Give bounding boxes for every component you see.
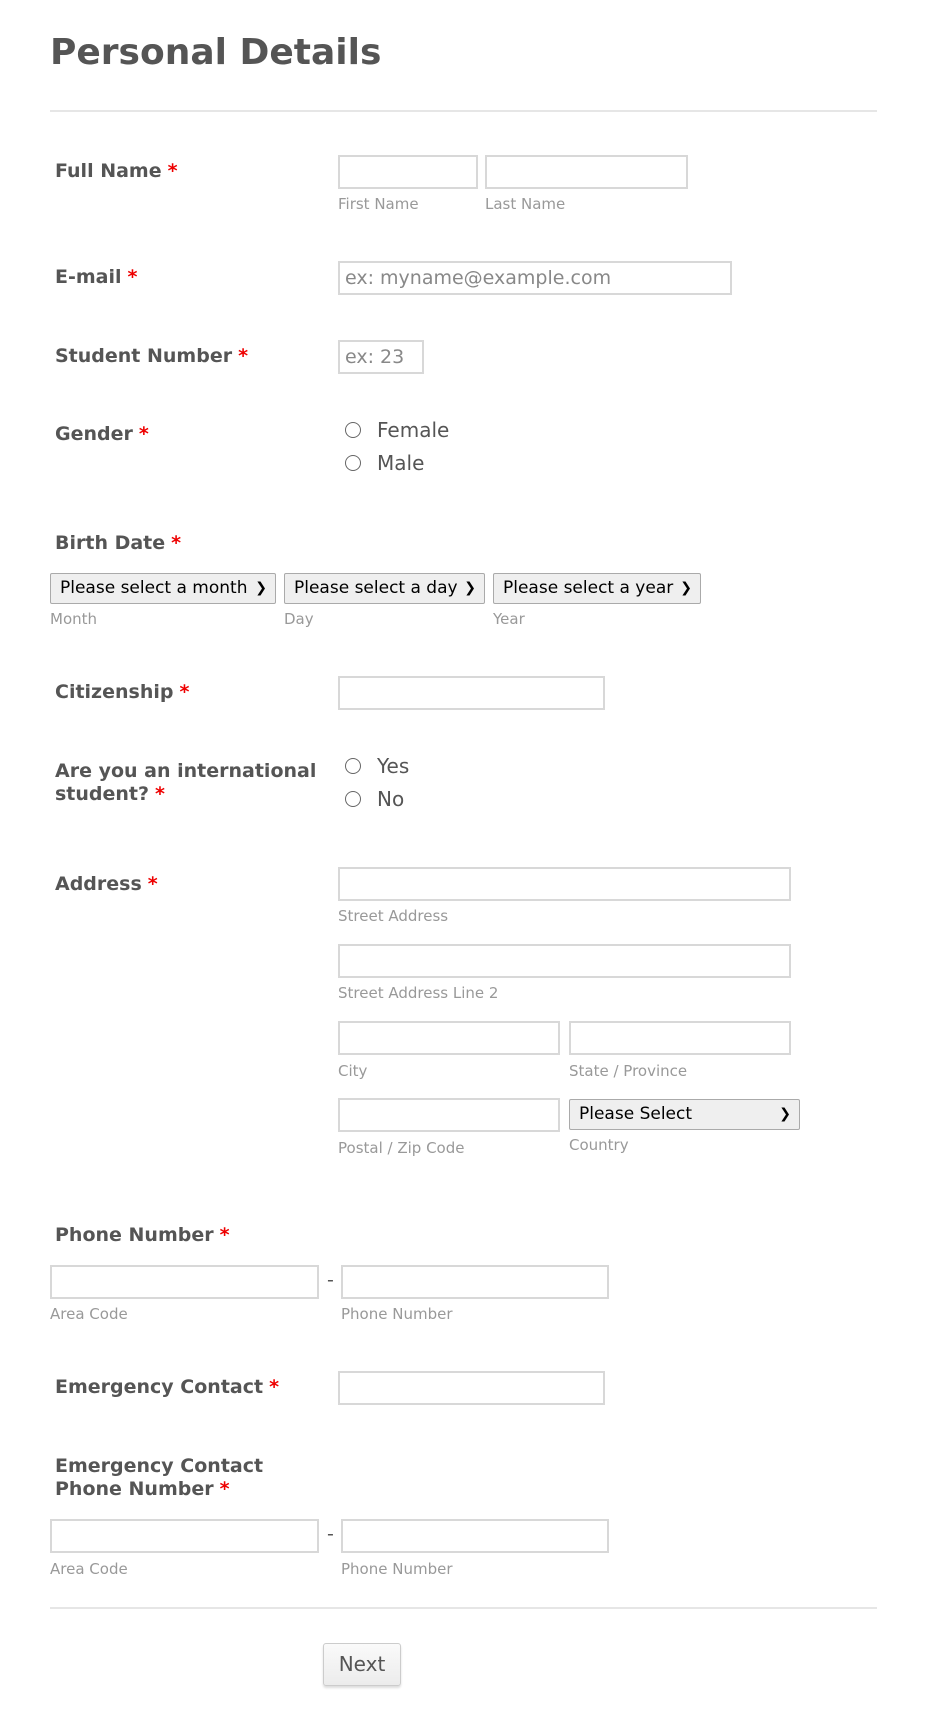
phone-dash: - xyxy=(327,1269,334,1291)
emergency-contact-input[interactable] xyxy=(338,1371,605,1405)
year-select[interactable]: Please select a year ❯ xyxy=(493,573,701,604)
phone-number-input[interactable] xyxy=(341,1265,609,1299)
chevron-down-icon: ❯ xyxy=(464,580,476,596)
area-code-sublabel: Area Code xyxy=(50,1560,128,1578)
radio-icon xyxy=(345,422,361,438)
year-sublabel: Year xyxy=(493,610,525,628)
radio-label: Yes xyxy=(377,754,410,778)
radio-label: Male xyxy=(377,451,425,475)
gender-label: Gender * xyxy=(55,423,149,445)
emergency-contact-label: Emergency Contact * xyxy=(55,1376,280,1398)
radio-icon xyxy=(345,791,361,807)
state-sublabel: State / Province xyxy=(569,1062,688,1080)
phone-number-sublabel: Phone Number xyxy=(341,1560,453,1578)
student-number-label: Student Number * xyxy=(55,345,249,367)
phone-dash: - xyxy=(327,1523,334,1545)
birth-date-label: Birth Date * xyxy=(55,532,182,554)
area-code-sublabel: Area Code xyxy=(50,1305,128,1323)
street2-sublabel: Street Address Line 2 xyxy=(338,984,499,1002)
chevron-down-icon: ❯ xyxy=(255,580,267,596)
postal-sublabel: Postal / Zip Code xyxy=(338,1139,465,1157)
street-address-input[interactable] xyxy=(338,867,791,901)
chevron-down-icon: ❯ xyxy=(680,580,692,596)
first-name-sublabel: First Name xyxy=(338,195,419,213)
divider xyxy=(50,110,877,112)
emergency-phone-number-input[interactable] xyxy=(341,1519,609,1553)
page-title: Personal Details xyxy=(50,32,382,73)
international-radio-no[interactable] xyxy=(345,787,404,811)
radio-label: Female xyxy=(377,418,450,442)
day-select[interactable]: Please select a day ❯ xyxy=(284,573,485,604)
area-code-input[interactable] xyxy=(50,1265,319,1299)
month-sublabel: Month xyxy=(50,610,98,628)
citizenship-label: Citizenship * xyxy=(55,681,190,703)
first-name-input[interactable] xyxy=(338,155,478,189)
address-label: Address * xyxy=(55,873,158,895)
emergency-area-code-input[interactable] xyxy=(50,1519,319,1553)
email-label: E-mail * xyxy=(55,266,138,288)
gender-radio-male[interactable] xyxy=(345,451,424,475)
last-name-sublabel: Last Name xyxy=(485,195,566,213)
international-radio-yes[interactable] xyxy=(345,754,409,778)
gender-radio-female[interactable] xyxy=(345,418,449,442)
citizenship-input[interactable] xyxy=(338,676,605,710)
street-sublabel: Street Address xyxy=(338,907,449,925)
last-name-input[interactable] xyxy=(485,155,688,189)
phone-label: Phone Number * xyxy=(55,1224,230,1246)
country-select[interactable]: Please Select ❯ xyxy=(569,1099,800,1130)
postal-code-input[interactable] xyxy=(338,1098,560,1132)
divider xyxy=(50,1607,877,1609)
radio-icon xyxy=(345,758,361,774)
street-address-2-input[interactable] xyxy=(338,944,791,978)
next-button[interactable]: Next xyxy=(323,1643,401,1686)
chevron-down-icon: ❯ xyxy=(779,1106,791,1122)
emergency-phone-label: Emergency Contact Phone Number * xyxy=(55,1455,264,1500)
radio-icon xyxy=(345,455,361,471)
phone-number-sublabel: Phone Number xyxy=(341,1305,453,1323)
radio-label: No xyxy=(377,787,405,811)
city-input[interactable] xyxy=(338,1021,560,1055)
email-input[interactable] xyxy=(338,261,732,295)
international-label: Are you an international student? * xyxy=(55,760,317,805)
full-name-label: Full Name * xyxy=(55,160,178,182)
student-number-input[interactable] xyxy=(338,340,424,374)
city-sublabel: City xyxy=(338,1062,368,1080)
state-input[interactable] xyxy=(569,1021,791,1055)
month-select[interactable]: Please select a month ❯ xyxy=(50,573,276,604)
day-sublabel: Day xyxy=(284,610,314,628)
country-sublabel: Country xyxy=(569,1136,629,1154)
